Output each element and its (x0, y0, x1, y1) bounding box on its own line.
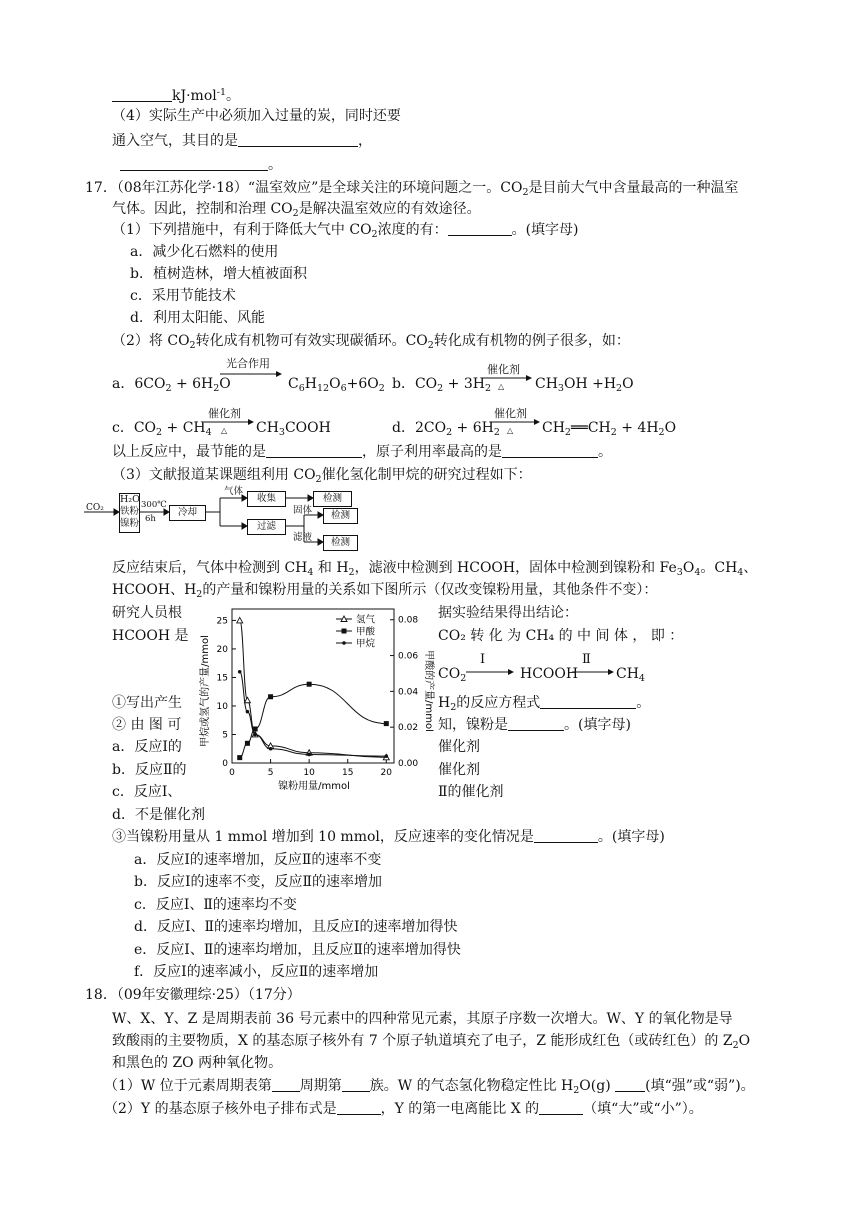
equation-c-right: $CH_3COOH$ (256, 420, 331, 438)
wrap-left-5: a．反应Ⅰ的 (112, 739, 182, 755)
rate-option-f: f．反应Ⅰ的速率减小，反应Ⅱ的速率增加 (134, 964, 379, 980)
q17-intro-line2: 气体。因此，控制和治理 $CO_2$是解决温室效应的有效途径。 (112, 201, 481, 219)
q18-part2: （2）Y 的基态原子核外电子排布式是 ，Y 的第一电离能比 X 的 （填“大”或“小”）。 (104, 1101, 703, 1117)
equation-a-right: $C_6H_{12}O_6+6O_2$ (288, 376, 385, 394)
pathway-arrow-1 (466, 668, 514, 676)
option-c: c．采用节能技术 (130, 288, 236, 304)
reaction-arrow (220, 370, 282, 378)
q17-part3-q3: ③当镍粉用量从 1 mmol 增加到 10 mmol，反应速率的变化情况是 。(填字母) (112, 829, 665, 845)
condition-catalyst: 催化剂 (487, 363, 520, 376)
answer-blank[interactable] (615, 1077, 645, 1092)
answer-blank[interactable] (238, 132, 358, 147)
q18-line1: W、X、Y、Z 是周期表前 36 号元素中的四种常见元素，其原子序数一次增大。W、Y 的氧化物是导 (112, 1011, 733, 1027)
q17-result-line1: 反应结束后，气体中检测到 $CH_4$ 和 $H_2$，滤液中检测到 HCOOH，固体中检测到镍粉和 $Fe_3O_4$。$CH_4$、 (112, 560, 758, 578)
q17-part2-question: 以上反应中，最节能的是 ，原子利用率最高的是 。 (112, 444, 612, 460)
option-a: a．减少化石燃料的使用 (130, 244, 279, 260)
wrap-left-2: HCOOH 是 (112, 628, 189, 644)
wrap-right-3: $H_2$的反应方程式 。 (438, 695, 651, 713)
marker-triangle (244, 697, 250, 703)
marker-dot (238, 670, 242, 674)
q17-result-line2: HCOOH、$H_2$的产量和镍粉用量的关系如下图所示（仅改变镍粉用量，其他条件不变）： (112, 582, 658, 600)
y-left-tick-label: 15 (216, 673, 228, 684)
condition-catalyst: 催化剂 (208, 407, 241, 420)
legend-label: 甲烷 (356, 638, 376, 650)
q17-part1: （1）下列措施中，有利于降低大气中 $CO_2$浓度的有： 。(填字母) (112, 222, 579, 240)
y-left-tick-label: 25 (216, 616, 228, 627)
answer-blank[interactable] (502, 443, 598, 458)
marker-square (245, 741, 250, 746)
pathway-co2: $CO_2$ (438, 666, 467, 684)
wrap-left-1: 研究人员根 (112, 605, 182, 621)
equation-c-left: c．$CO_2 + CH_4$ (112, 420, 212, 438)
equation-d-left: d．$2CO_2 + 6H_2$ (392, 420, 500, 438)
wrap-right-5: 催化剂 (438, 739, 480, 755)
rate-option-d: d．反应Ⅰ、Ⅱ的速率均增加，且反应Ⅰ的速率增加得快 (134, 919, 458, 935)
reaction-arrow (204, 418, 254, 426)
wrap-right-6: 催化剂 (438, 762, 480, 778)
flow-reactor-box: H₂O 铁粉 镍粉 (119, 493, 140, 533)
q16-part4-line2: 通入空气，其目的是 ， (112, 133, 372, 149)
marker-dot (246, 710, 250, 714)
y-left-tick-label: 20 (216, 644, 228, 655)
wrap-right-2: CO₂ 转 化 为 CH₄ 的 中 间 体 ， 即 ： (438, 628, 684, 644)
marker-dot (307, 753, 311, 757)
condition-heat: △ (498, 382, 505, 391)
answer-blank[interactable] (539, 1100, 583, 1115)
wrap-left-8: d．不是催化剂 (112, 807, 205, 823)
pathway-hcooh: HCOOH (520, 666, 579, 682)
equation-b-left: b．$CO_2 + 3H_2$ (392, 376, 491, 394)
x-tick-label: 15 (341, 768, 354, 778)
q18-part1: （1）W 位于元素周期表第 周期第 族。W 的气态氢化物稳定性比 $H_2O(g)$ (填“强”或“弱”)。 (104, 1078, 755, 1096)
wrap-right-1: 据实验结果得出结论： (438, 605, 578, 621)
wrap-right-7: Ⅱ的催化剂 (438, 784, 504, 800)
x-tick-label: 0 (229, 768, 235, 778)
y-left-tick-label: 0 (222, 759, 228, 769)
flow-time: 6h (145, 514, 156, 524)
series-line-甲酸 (240, 684, 387, 757)
q18-header: 18．（09年安徽理综·25）（17分） (85, 987, 301, 1003)
x-axis-label: 镍粉用量/mmol (278, 781, 350, 792)
answer-blank[interactable] (508, 716, 564, 731)
wrap-right-4: 知，镍粉是 。(填字母) (438, 717, 631, 733)
rate-option-a: a．反应Ⅰ的速率增加，反应Ⅱ的速率不变 (134, 852, 382, 868)
marker-dot (253, 733, 257, 737)
answer-blank[interactable] (337, 1100, 381, 1115)
answer-blank[interactable] (540, 694, 636, 709)
marker-square (237, 755, 242, 760)
pathway-reaction-2-label: Ⅱ (582, 652, 591, 667)
equation-a-left: a．$6CO_2 + 6H_2O$ (112, 376, 231, 394)
marker-dot (384, 754, 388, 758)
pathway-arrow-2 (572, 668, 614, 676)
answer-blank[interactable] (448, 221, 512, 236)
y-right-tick-label: 0.04 (398, 687, 419, 698)
q17-part3: （3）文献报道某课题组利用 $CO_2$催化氢化制甲烷的研究过程如下： (112, 467, 532, 485)
y-right-axis-label: 甲酸的产量/mmol (423, 650, 434, 732)
flow-filtrate-label: 滤液 (293, 532, 313, 543)
answer-blank[interactable] (112, 87, 172, 102)
condition-photosynthesis: 光合作用 (226, 357, 270, 370)
answer-blank[interactable] (534, 828, 598, 843)
answer-blank[interactable] (272, 1077, 300, 1092)
wrap-left-4: ② 由 图 可 (112, 717, 182, 733)
rate-option-b: b．反应Ⅰ的速率不变，反应Ⅱ的速率增加 (134, 874, 383, 890)
marker-triangle (237, 617, 243, 623)
q16-answer-line: kJ·mol$^{-1}$。 (112, 86, 240, 106)
flow-detect-box-gas: 检测 (313, 491, 352, 507)
q16-part4-line3: 。 (120, 155, 282, 175)
answer-blank[interactable] (266, 443, 362, 458)
x-tick-label: 20 (380, 768, 393, 778)
y-right-tick-label: 0.00 (398, 759, 419, 769)
reaction-arrow (482, 374, 532, 382)
flow-cool-box: 冷却 (169, 505, 206, 521)
y-left-axis-label: 甲烷或氢气的产量/mmol (200, 635, 211, 747)
rate-option-c: c．反应Ⅰ、Ⅱ的速率均不变 (134, 897, 297, 913)
flow-temp: 300℃ (141, 500, 167, 510)
q17-part2: （2）将 $CO_2$转化成有机物可有效实现碳循环。$CO_2$转化成有机物的例子很多，如： (112, 333, 630, 351)
condition-heat: △ (507, 426, 514, 435)
condition-heat: △ (221, 426, 228, 435)
yield-chart (196, 603, 436, 803)
q18-line2: 致酸雨的主要物质，X 的基态原子核外有 7 个原子轨道填充了电子，Z 能形成红色（或砖红色）的 $Z_2O$ (112, 1033, 751, 1051)
marker-square (307, 682, 312, 687)
x-tick-label: 5 (267, 768, 274, 778)
marker-square (342, 629, 347, 634)
flow-detect-box-solid: 检测 (323, 508, 358, 524)
answer-blank[interactable] (120, 156, 268, 171)
y-left-tick-label: 10 (216, 701, 228, 712)
q16-part4-line1: （4）实际生产中必须加入过量的炭，同时还要 (112, 108, 401, 124)
legend-label: 氢气 (356, 614, 376, 626)
condition-catalyst: 催化剂 (494, 407, 527, 420)
y-right-tick-label: 0.06 (398, 651, 419, 662)
x-tick-label: 10 (303, 768, 315, 778)
flow-filter-box: 过滤 (247, 519, 286, 535)
flow-detect-box-filtrate: 检测 (323, 535, 358, 551)
reaction-arrow (490, 418, 540, 426)
marker-dot (269, 747, 273, 751)
pathway-reaction-1-label: Ⅰ (480, 652, 486, 667)
equation-d-right: $CH_2══CH_2 + 4H_2O$ (542, 420, 677, 438)
legend-label: 甲酸 (356, 626, 376, 638)
flow-solid-label: 固体 (293, 505, 313, 516)
answer-blank[interactable] (342, 1077, 370, 1092)
marker-square (268, 694, 273, 699)
flow-co2-label: CO₂ (86, 503, 104, 513)
flow-gas-label: 气体 (224, 486, 244, 497)
y-right-tick-label: 0.02 (398, 723, 419, 734)
pathway-ch4: $CH_4$ (616, 666, 645, 684)
flow-collect-box: 收集 (247, 491, 286, 507)
equation-b-right: $CH_3OH +H_2O$ (535, 376, 634, 394)
marker-square (384, 721, 389, 726)
option-d: d．利用太阳能、风能 (130, 310, 265, 326)
wrap-left-7: c．反应Ⅰ、 (112, 784, 182, 800)
q18-line3: 和黑色的 ZO 两种氧化物。 (112, 1055, 283, 1071)
q17-intro-line1: 17．（08年江苏化学·18）“温室效应”是全球关注的环境问题之一。$CO_2$是目前大气中含量最高的一种温室 (85, 180, 739, 198)
y-right-tick-label: 0.08 (398, 615, 419, 626)
option-b: b．植树造林，增大植被面积 (130, 266, 307, 282)
wrap-left-3: ①写出产生 (112, 695, 182, 711)
rate-option-e: e．反应Ⅰ、Ⅱ的速率均增加，且反应Ⅱ的速率增加得快 (134, 942, 461, 958)
marker-dot (342, 641, 346, 645)
y-left-tick-label: 5 (222, 730, 228, 741)
wrap-left-6: b．反应Ⅱ的 (112, 762, 187, 778)
